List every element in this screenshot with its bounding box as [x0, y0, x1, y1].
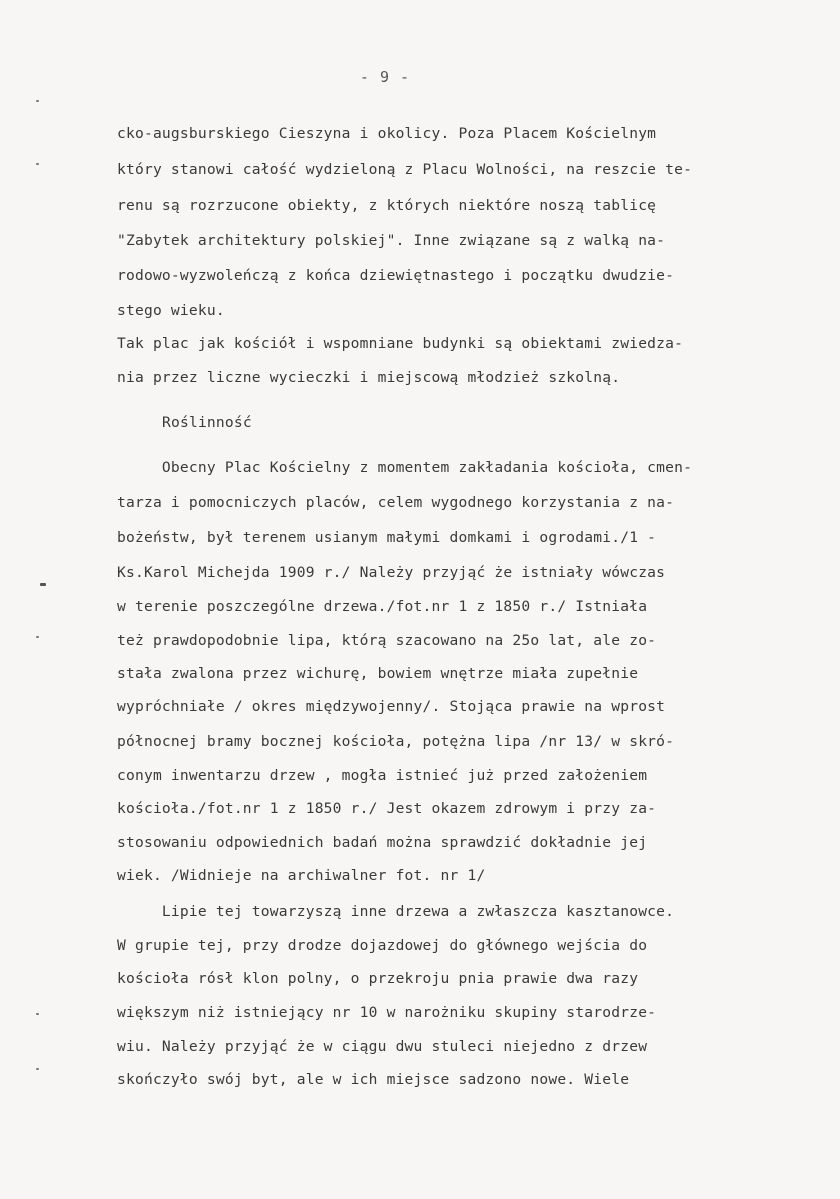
text-line: tarza i pomocniczych placów, celem wygodnego korzystania z na- [117, 494, 675, 511]
text-line: większym niż istniejący nr 10 w narożniku skupiny starodrze- [117, 1004, 657, 1021]
text-line: "Zabytek architektury polskiej". Inne związane są z walką na- [117, 232, 666, 249]
text-line: wiek. /Widnieje na archiwalner fot. nr 1/ [117, 867, 486, 884]
text-line: w terenie poszczególne drzewa./fot.nr 1 z 1850 r./ Istniała [117, 598, 648, 615]
page-number: - 9 - [359, 68, 411, 86]
text-line: wiu. Należy przyjąć że w ciągu dwu stuleci niejedno z drzew [117, 1038, 648, 1055]
text-line: wypróchniałe / okres międzywojenny/. Stojąca prawie na wprost [117, 698, 666, 715]
text-line: kościoła./fot.nr 1 z 1850 r./ Jest okazem zdrowym i przy za- [117, 800, 657, 817]
text-line: stego wieku. [117, 302, 225, 319]
text-line: skończyło swój byt, ale w ich miejsce sadzono nowe. Wiele [117, 1071, 630, 1088]
text-line: nia przez liczne wycieczki i miejscową młodzież szkolną. [117, 369, 621, 386]
scan-speck [36, 100, 39, 102]
text-line: Ks.Karol Michejda 1909 r./ Należy przyjąć że istniały wówczas [117, 564, 666, 581]
text-line: Obecny Plac Kościelny z momentem zakładania kościoła, cmen- [117, 459, 693, 476]
text-line: stosowaniu odpowiednich badań można sprawdzić dokładnie jej [117, 834, 648, 851]
section-heading: Roślinność [162, 414, 252, 431]
text-line: też prawdopodobnie lipa, którą szacowano na 25o lat, ale zo- [117, 632, 657, 649]
text-line: który stanowi całość wydzieloną z Placu Wolności, na reszcie te- [117, 161, 693, 178]
scan-speck [36, 636, 39, 638]
text-line: północnej bramy bocznej kościoła, potężna lipa /nr 13/ w skró- [117, 733, 675, 750]
text-line: Lipie tej towarzyszą inne drzewa a zwłaszcza kasztanowce. [117, 903, 675, 920]
scan-speck [36, 163, 39, 165]
text-line: kościoła rósł klon polny, o przekroju pnia prawie dwa razy [117, 970, 639, 987]
text-line: rodowo-wyzwoleńczą z końca dziewiętnastego i początku dwudzie- [117, 267, 675, 284]
scan-speck [36, 1013, 39, 1015]
scan-speck [40, 583, 46, 586]
text-line: conym inwentarzu drzew , mogła istnieć już przed założeniem [117, 767, 648, 784]
text-line: cko-augsburskiego Cieszyna i okolicy. Poza Placem Kościelnym [117, 125, 657, 142]
text-line: bożeństw, był terenem usianym małymi domkami i ogrodami./1 - [117, 529, 657, 546]
text-line: renu są rozrzucone obiekty, z których niektóre noszą tablicę [117, 197, 657, 214]
text-line: stała zwalona przez wichurę, bowiem wnętrze miała zupełnie [117, 665, 639, 682]
text-line: W grupie tej, przy drodze dojazdowej do głównego wejścia do [117, 937, 648, 954]
scan-speck [36, 1068, 39, 1070]
text-line: Tak plac jak kościół i wspomniane budynki są obiektami zwiedza- [117, 335, 684, 352]
